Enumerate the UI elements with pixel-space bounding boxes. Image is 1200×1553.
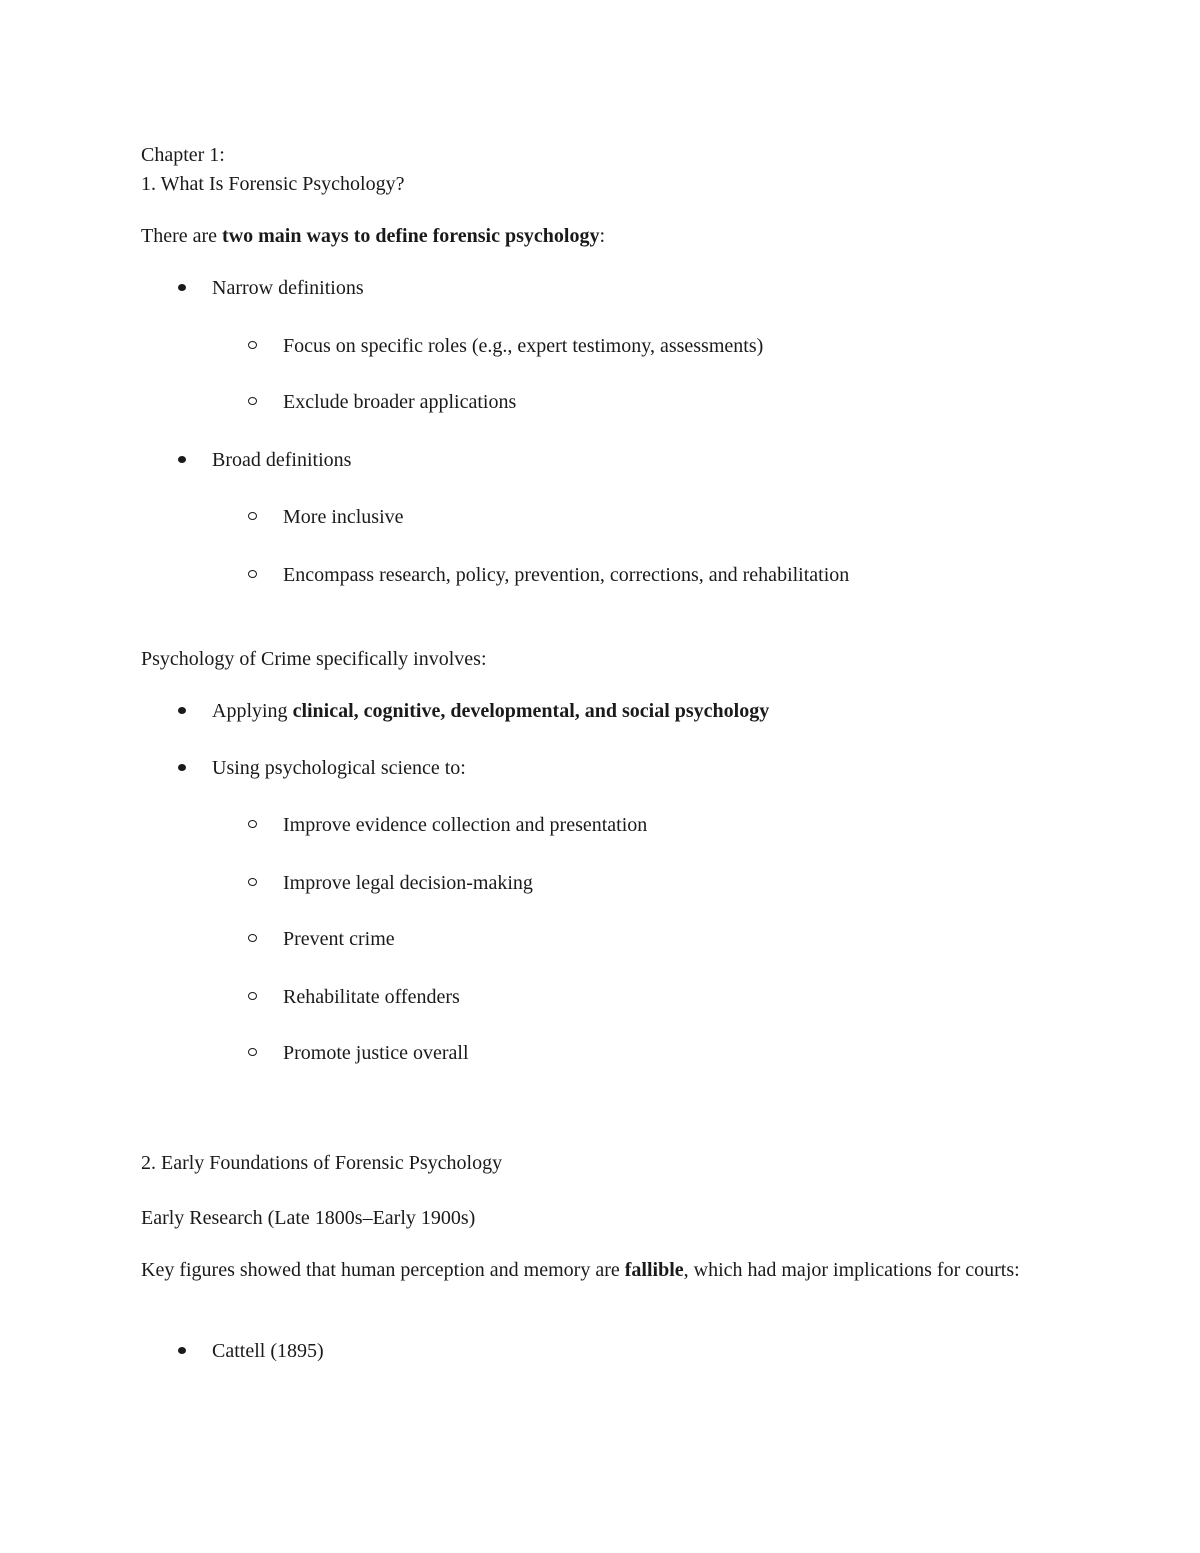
bullet-icon bbox=[178, 456, 186, 463]
sub-bullet-icon bbox=[248, 341, 257, 349]
sub-bullet-icon bbox=[248, 934, 257, 942]
section-2-heading: 2. Early Foundations of Forensic Psychology bbox=[141, 1152, 503, 1174]
sub-bullet-icon bbox=[248, 878, 257, 886]
bullet-using: Using psychological science to: bbox=[212, 757, 466, 779]
section-2-paragraph: Key figures showed that human perception and memory are fallible, which had major implications for courts: bbox=[141, 1259, 1020, 1281]
bullet-icon bbox=[178, 764, 186, 771]
sub-bullet-item: Improve legal decision-making bbox=[283, 872, 533, 894]
section-2-subheading: Early Research (Late 1800s–Early 1900s) bbox=[141, 1207, 476, 1229]
bullet-cattell: Cattell (1895) bbox=[212, 1340, 324, 1362]
applying-emphasis: clinical, cognitive, developmental, and social psychology bbox=[292, 700, 770, 722]
bullet-icon bbox=[178, 1347, 186, 1354]
sub-bullet-item: Prevent crime bbox=[283, 928, 395, 950]
sub-bullet-item: Improve evidence collection and presentation bbox=[283, 814, 648, 836]
crime-intro: Psychology of Crime specifically involves: bbox=[141, 648, 487, 670]
bullet-broad-definitions: Broad definitions bbox=[212, 449, 352, 471]
bullet-icon bbox=[178, 707, 186, 714]
section-1-heading: 1. What Is Forensic Psychology? bbox=[141, 173, 405, 195]
sub-bullet-icon bbox=[248, 820, 257, 828]
sub-bullet-item: Focus on specific roles (e.g., expert testimony, assessments) bbox=[283, 335, 764, 357]
sub-bullet-item: Rehabilitate offenders bbox=[283, 986, 460, 1008]
bullet-applying: Applying clinical, cognitive, developmental, and social psychology bbox=[212, 700, 770, 722]
section-1-intro: There are two main ways to define forensic psychology: bbox=[141, 225, 606, 247]
sub-bullet-item: Exclude broader applications bbox=[283, 391, 517, 413]
bullet-icon bbox=[178, 284, 186, 291]
bullet-narrow-definitions: Narrow definitions bbox=[212, 277, 364, 299]
chapter-label: Chapter 1: bbox=[141, 144, 225, 166]
sub-bullet-icon bbox=[248, 512, 257, 520]
sub-bullet-icon bbox=[248, 570, 257, 578]
sub-bullet-item: More inclusive bbox=[283, 506, 404, 528]
sub-bullet-item: Encompass research, policy, prevention, corrections, and rehabilitation bbox=[283, 564, 850, 586]
intro-emphasis: two main ways to define forensic psychology bbox=[222, 225, 600, 247]
sub-bullet-icon bbox=[248, 1048, 257, 1056]
sub-bullet-item: Promote justice overall bbox=[283, 1042, 469, 1064]
sub-bullet-icon bbox=[248, 992, 257, 1000]
sub-bullet-icon bbox=[248, 397, 257, 405]
fallible-emphasis: fallible bbox=[624, 1259, 684, 1281]
